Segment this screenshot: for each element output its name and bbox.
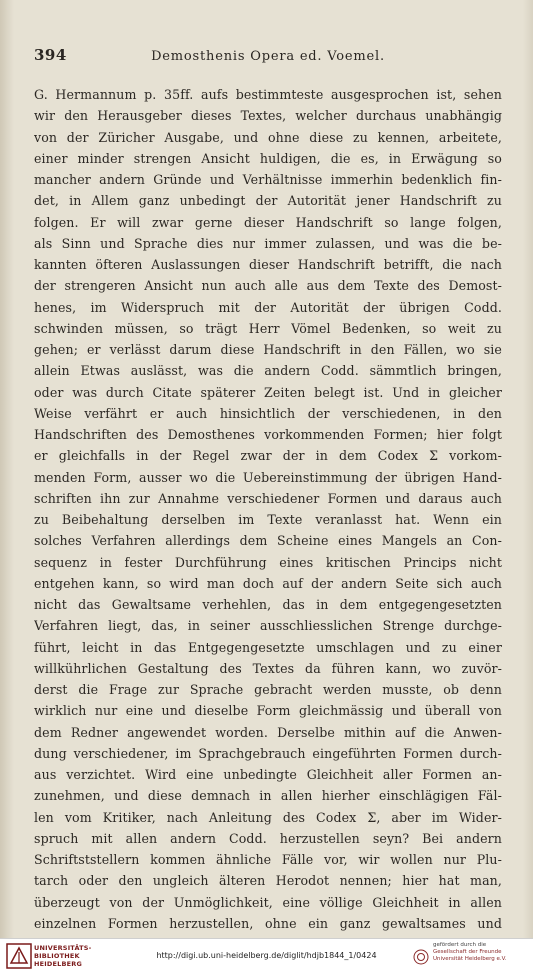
library-name-line: UNIVERSITÄTS- (34, 944, 92, 952)
library-name-line: HEIDELBERG (34, 960, 83, 968)
text-line: überzeugt von der Unmöglichkeit, eine völlige Gleichheit in allen (34, 894, 502, 910)
text-line: entgehen kann, so wird man doch auf der andern Seite sich auch (34, 575, 502, 591)
text-line: allein Etwas auslässt, was die andern Codd. sämmtlich bringen, (34, 363, 502, 379)
text-line: schwinden müssen, so trägt Herr Vömel Bedenken, so weit zu (34, 320, 502, 336)
sponsor-org-name: Gesellschaft der Freunde (433, 949, 502, 955)
text-line: wirklich nur eine und dieselbe Form gleichmässig und überall von (34, 703, 502, 719)
body-text (34, 84, 502, 934)
text-line: der strengeren Ansicht nun auch alle aus dem Texte des Demost- (34, 278, 502, 294)
permalink-url[interactable]: http://digi.ub.uni-heidelberg.de/diglit/hdjb1844_1/0424 (156, 951, 377, 960)
text-line: tarch oder den ungleich älteren Herodot nennen; hier hat man, (34, 873, 502, 889)
text-line: willkührlichen Gestaltung des Textes da führen kann, wo zuvör- (34, 660, 502, 676)
text-line: von der Züricher Ausgabe, und ohne diese zu kennen, arbeitete, (34, 129, 502, 145)
text-line: spruch mit allen andern Codd. herzustellen seyn? Bei andern (34, 830, 502, 846)
text-line: dem Redner angewendet worden. Derselbe mithin auf die Anwen- (34, 724, 502, 740)
text-line: führt, leicht in das Entgegengesetzte umschlagen und zu einer (34, 639, 502, 655)
text-line: menden Form, ausser wo die Uebereinstimmung der übrigen Hand- (34, 469, 502, 485)
text-line: nicht das Gewaltsame verhehlen, das in dem entgegengesetzten (34, 597, 502, 612)
text-line: derst die Frage zur Sprache gebracht werden musste, ob denn (34, 682, 502, 697)
text-line: det, in Allem ganz unbedingt der Autorität jener Handschrift zu (34, 193, 502, 209)
text-line: Weise verfährt er auch hinsichtlich der verschiedenen, in den (34, 405, 502, 421)
text-line: einzelnen Formen herzustellen, ohne ein ganz gewaltsames und (34, 915, 502, 931)
text-line: solches Verfahren allerdings dem Scheine eines Mangels an Con- (34, 533, 502, 549)
text-line: sequenz in fester Durchführung eines kritischen Princips nicht (34, 554, 502, 570)
footer-bar (0, 938, 533, 973)
sponsor-caption: gefördert durch die (433, 942, 487, 948)
text-line: dung verschiedener, im Sprachgebrauch eingeführten Formen durch- (34, 745, 502, 761)
text-line: aus verzichtet. Wird eine unbedingte Gleichheit aller Formen an- (34, 767, 502, 782)
library-name-line: BIBLIOTHEK (34, 952, 80, 960)
text-line: folgen. Er will zwar gerne dieser Handschrift so lange folgen, (34, 214, 502, 230)
text-line: len vom Kritiker, nach Anleitung des Codex Σ, aber im Wider- (34, 809, 502, 825)
text-line: zunehmen, und diese demnach in allen hierher einschlägigen Fäl- (34, 788, 502, 804)
text-line: oder was durch Citate späterer Zeiten belegt ist. Und in gleicher (34, 384, 502, 400)
text-line: gehen; er verlässt darum diese Handschrift in den Fällen, wo sie (34, 342, 502, 357)
text-line: mancher andern Gründe und Verhältnisse immerhin bedenklich fin- (34, 172, 502, 187)
sponsor-org-name: Universität Heidelberg e.V. (433, 956, 507, 962)
page-number: 394 (34, 46, 67, 64)
text-line: schriften ihn zur Annahme verschiedener Formen und daraus auch (34, 490, 502, 506)
text-line: zu Beibehaltung derselben im Texte veranlasst hat. Wenn ein (34, 512, 502, 527)
page-header (34, 46, 502, 68)
friends-society-seal-icon (413, 949, 429, 965)
text-line: er gleichfalls in der Regel zwar der in dem Codex Σ vorkom- (34, 448, 502, 464)
text-line: kannten öfteren Auslassungen dieser Handschrift betrifft, die nach (34, 257, 502, 272)
text-line: einer minder strengen Ansicht huldigen, die es, in Erwägung so (34, 150, 502, 166)
text-line: Schriftststellern kommen ähnliche Fälle vor, wir wollen nur Plu- (34, 852, 502, 867)
running-title: Demosthenis Opera ed. Voemel. (151, 49, 385, 64)
text-line: G. Hermannum p. 35ff. aufs bestimmteste ausgesprochen ist, sehen (34, 87, 502, 102)
text-line: henes, im Widerspruch mit der Autorität der übrigen Codd. (34, 299, 502, 315)
sponsor-block (413, 942, 525, 963)
text-line: wir den Herausgeber dieses Textes, welcher durchaus unabhängig (34, 108, 502, 124)
text-line: als Sinn und Sprache dies nur immer zulassen, und was die be- (34, 235, 502, 251)
text-line: Verfahren liegt, das, in seiner ausschliesslichen Strenge durchge- (34, 618, 502, 634)
text-line: Handschriften des Demosthenes vorkommenden Formen; hier folgt (34, 427, 502, 442)
